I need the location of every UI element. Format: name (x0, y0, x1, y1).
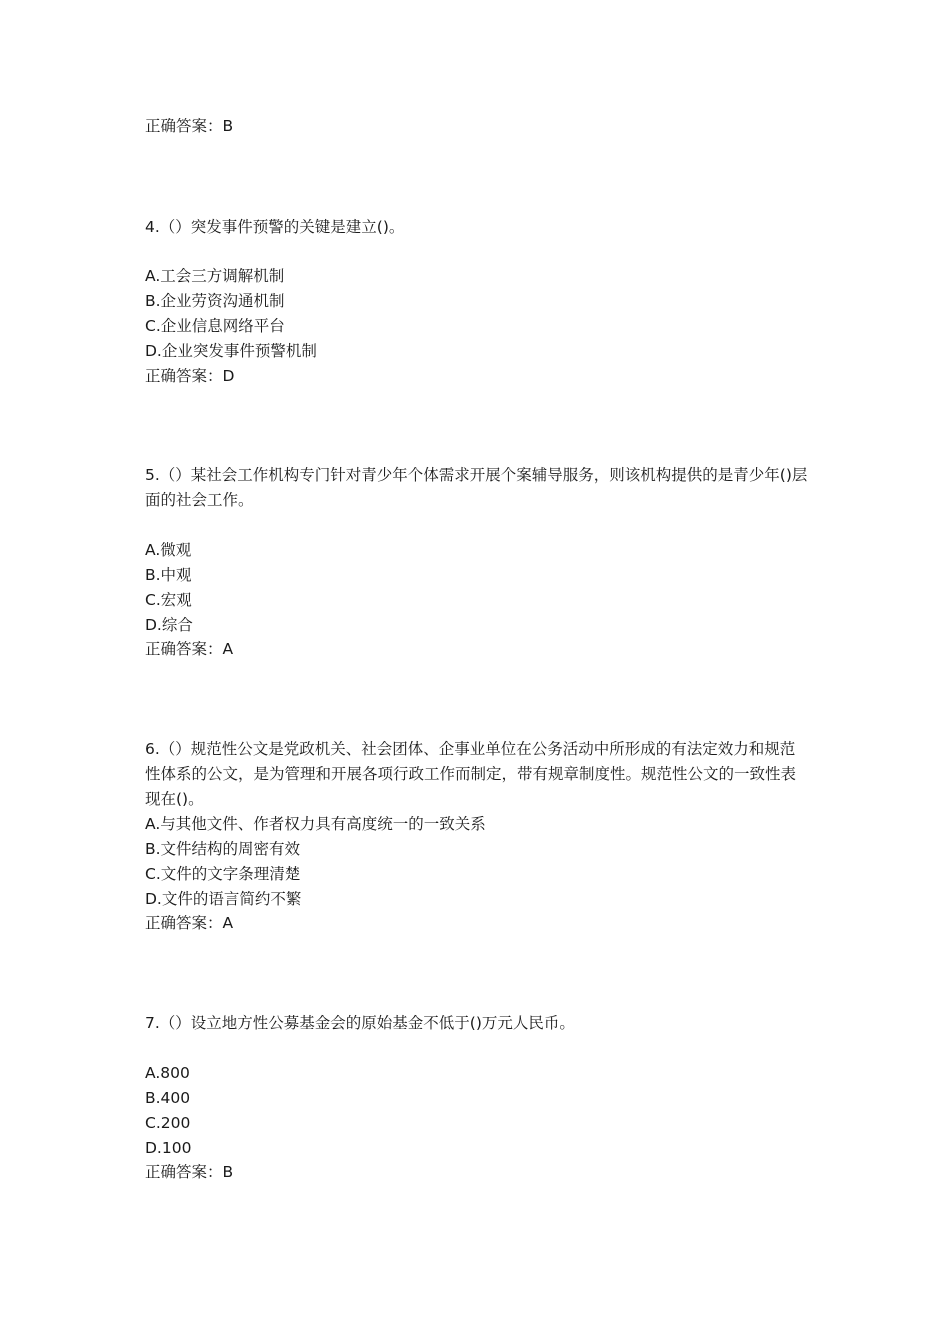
option-d: D.文件的语言简约不繁 (145, 890, 302, 908)
answer-label: 正确答案： (145, 914, 223, 932)
answer-label: 正确答案： (145, 1163, 223, 1181)
answer-value: A (222, 914, 234, 932)
question-stem: 5.（）某社会工作机构专门针对青少年个体需求开展个案辅导服务，则该机构提供的是青少年()层面的社会工作。 (145, 466, 808, 509)
answer-line (145, 1160, 233, 1185)
answer-line (145, 364, 234, 389)
option-b: B.企业劳资沟通机制 (145, 292, 285, 310)
answer-value: B (222, 1163, 234, 1181)
option-d: D.企业突发事件预警机制 (145, 342, 317, 360)
option-a: A.工会三方调解机制 (145, 267, 285, 285)
option-c: C.200 (145, 1114, 191, 1132)
answer-label: 正确答案： (145, 367, 223, 385)
option-a: A.微观 (145, 541, 192, 559)
answer-line (145, 911, 233, 936)
option-b: B.400 (145, 1089, 191, 1107)
answer-value: D (222, 367, 235, 385)
question-stem: 4.（）突发事件预警的关键是建立()。 (145, 218, 405, 236)
option-a: A.与其他文件、作者权力具有高度统一的一致关系 (145, 815, 486, 833)
answer-label: 正确答案： (145, 117, 223, 135)
option-c: C.企业信息网络平台 (145, 317, 285, 335)
option-d: D.综合 (145, 616, 193, 634)
question-stem: 6.（）规范性公文是党政机关、社会团体、企事业单位在公务活动中所形成的有法定效力和规范性体系的公文，是为管理和开展各项行政工作而制定，带有规章制度性。规范性公文的一致性表现在()。 (145, 740, 797, 808)
answer-value: B (222, 117, 234, 135)
option-c: C.宏观 (145, 591, 192, 609)
answer-line (145, 114, 233, 139)
answer-label: 正确答案： (145, 640, 223, 658)
option-b: B.文件结构的周密有效 (145, 840, 301, 858)
option-c: C.文件的文字条理清楚 (145, 865, 301, 883)
answer-line (145, 637, 233, 662)
option-b: B.中观 (145, 566, 192, 584)
question-stem: 7.（）设立地方性公募基金会的原始基金不低于()万元人民币。 (145, 1014, 575, 1032)
option-d: D.100 (145, 1139, 192, 1157)
option-a: A.800 (145, 1064, 190, 1082)
answer-value: A (222, 640, 234, 658)
